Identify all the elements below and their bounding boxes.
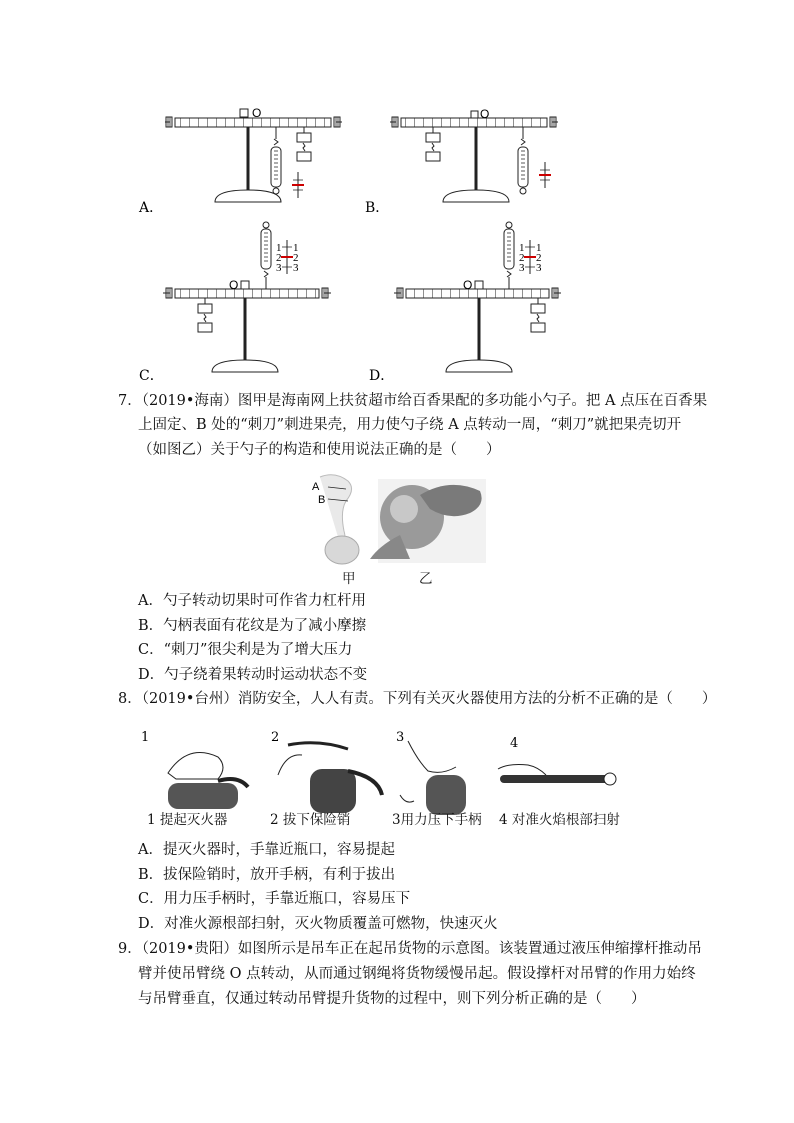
scale-digit: 2 [293,252,299,264]
panel-caption-1: 1 提起灭火器 [147,812,228,828]
panel-number: 1 [141,730,150,745]
q8-line-1: 8．（2019•台州）消防安全，人人有责。下列有关灭火器使用方法的分析不正确的是（ ） [118,691,717,707]
q7-line-2: 上固定、B 处的“刺刀”刺进果壳，用力使勺子绕 A 点转动一周，“刺刀”就把果壳切开 [138,417,682,433]
q7-option-a: A．勺子转动切果时可作省力杠杆用 [138,593,366,609]
scale-digit: 1 [536,242,542,254]
lever-figures [0,0,794,390]
q9-line-3: 与吊臂垂直，仅通过转动吊臂提升货物的过程中，则下列分析正确的是（ ） [138,991,646,1007]
option-c-label: C． [139,368,164,384]
spoon-figure [300,465,490,565]
panel-number: 3 [396,730,405,745]
q7-option-d: D．勺子绕着果转动时运动状态不变 [138,667,368,683]
scale-digit: 2 [276,252,282,264]
lever-figure-a [138,106,342,216]
spoon-point-b-label: B [318,494,326,506]
scale-digit: 3 [519,262,525,274]
fulcrum-o-label: O [229,278,239,292]
panel-1-lift [141,730,248,809]
option-d-label: D． [369,368,395,384]
scale-digit: 3 [293,262,299,274]
fulcrum-o-label: O [252,106,262,120]
panel-3-press [396,730,466,815]
fulcrum-o-label: O [480,107,490,121]
panel-2-pin [271,730,382,813]
option-b-label: B． [365,200,390,216]
panel-number: 4 [510,736,519,751]
scale-digit: 1 [293,242,299,254]
panel-caption-2: 2 拔下保险销 [270,812,351,828]
panel-4-aim [498,736,616,785]
figure-caption-yi: 乙 [419,571,433,587]
q8-option-a: A．提灭火器时，手靠近瓶口，容易提起 [138,842,395,858]
option-a-label: A． [139,200,164,216]
q8-option-d: D．对准火源根部扫射，灭火物质覆盖可燃物，快速灭火 [138,916,498,932]
figure-caption-jia: 甲 [342,571,356,587]
lever-figure-c [139,222,331,384]
lever-figure-d [369,222,561,384]
q7-line-3: （如图乙）关于勺子的构造和使用说法正确的是（ ） [138,442,501,458]
q7-line-1: 7．（2019•海南）图甲是海南网上扶贫超市给百香果配的多功能小勺子。把 A 点压在百香果 [118,393,708,409]
scale-digit: 1 [519,242,525,254]
q8-option-b: B．拔保险销时，放开手柄，有利于拔出 [138,867,396,883]
scale-digit: 2 [536,252,542,264]
panel-caption-4: 4 对准火焰根部扫射 [499,812,620,828]
lever-figure-b [365,107,558,216]
q7-option-b: B．勺柄表面有花纹是为了减小摩擦 [138,618,367,634]
panel-number: 2 [271,730,280,745]
q7-option-c: C．“刺刀”很尖利是为了增大压力 [138,642,353,658]
scale-digit: 1 [276,242,282,254]
q9-line-1: 9．（2019•贵阳）如图所示是吊车正在起吊货物的示意图。该装置通过液压伸缩撑杆推动吊 [118,941,702,957]
fulcrum-o-label: O [463,278,473,292]
scale-digit: 3 [536,262,542,274]
q8-option-c: C．用力压手柄时，手靠近瓶口，容易压下 [138,891,411,907]
scale-digit: 3 [276,262,282,274]
panel-caption-3: 3用力压下手柄 [392,812,482,828]
q9-line-2: 臂并使吊臂绕 O 点转动，从而通过钢绳将货物缓慢吊起。假设撑杆对吊臂的作用力始终 [138,966,696,982]
scale-digit: 2 [519,252,525,264]
spoon-point-a-label: A [312,481,320,493]
